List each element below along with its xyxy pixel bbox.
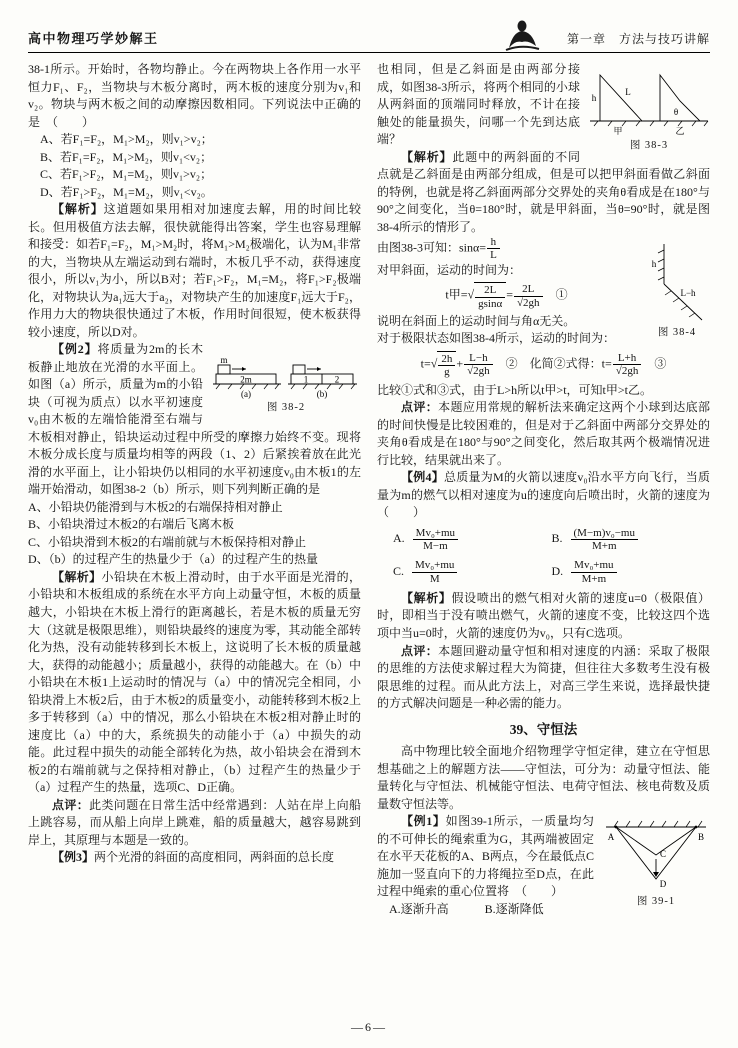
two-column-body: [28, 61, 723, 918]
limit-case-line: 对于极限状态如图38-4所示，运动的时间为：: [377, 331, 615, 346]
ink-figure-logo-icon: [499, 19, 545, 53]
example-1-paragraph: [377, 813, 710, 908]
comment-tag: 点评：: [401, 400, 439, 415]
page-number: —6—: [351, 1020, 387, 1034]
formula-2: [377, 351, 710, 379]
formula-pre: t=: [420, 356, 431, 371]
analysis-text: 假设喷出的燃气相对火箭的速度u=0（极限值）时，即相当于没有喷出燃气，火箭的速度不变，比较这四个选项中当u=0时，火箭的速度仍为v₀，只有C选项。: [377, 590, 710, 640]
figure-39-1: [602, 815, 710, 909]
equation-number: ③: [642, 356, 667, 371]
example-text: 两个光滑的斜面的高度相同，两斜面的总长度: [94, 850, 335, 865]
continued-example-3-text: [377, 61, 710, 149]
chapter-title: 第一章 方法与技巧讲解: [566, 32, 710, 46]
analysis-tag: 【解析】: [401, 149, 453, 164]
left-column: [28, 61, 361, 918]
ex2-option-b: B、小铅块滑过木板2的右端后飞离木板: [28, 517, 235, 532]
board-2m-label: 2m: [240, 374, 252, 385]
remaining-length-label: L−h: [680, 288, 696, 299]
ex4-option-a: A. $\frac{\text{Mv₀+mu}}{M-m}$: [393, 527, 552, 553]
sqrt-sign: √: [467, 287, 475, 302]
figure-caption: 图 39-1: [636, 896, 676, 908]
ex1-option-c: C、若F₁>F₂，M₁=M₂，则v₁>v₂；: [40, 167, 213, 182]
ex4-options: [393, 527, 710, 585]
slope-jia-label: 甲: [613, 126, 623, 136]
theta-label: θ: [673, 107, 679, 117]
ex1-option-d: D、若F₁>F₂，M₁=M₂，则v₁<v₂。: [40, 184, 213, 199]
analysis-text: 这道题如果用相对加速度去解，用的时间比较长。但用极值方法去解，很快就能得出答案，学生也容易理解和接受：如若F₁=F₂，M₁>M₂时，将M₁>M₂极端化，认为M₁非常的大，当物块从左端运动到右端时，木板几乎不动，获得速度很小，所以v₁为小，所以B对；若F₁>F₂，M₁=M₂，将F₁>F₂极端化，对物块认为a₁远大于a₂，对物块产生的加速度F₁远大于F₂，作用力大的物块很快通过了木板，作用时间很短，使木板获得较小速度，所以D对。: [28, 202, 361, 339]
comment-text: 本题回避动量守恒和相对速度的内涵：采取了极限的思维的方法使求解过程大为简捷，但往往大多数考生没有极限思维的过程。而从此方法上，对高三学生来说，选择最快捷的方式解决问题是一种必需的能力。: [377, 643, 710, 711]
formula-pre: t甲=: [445, 287, 468, 302]
continued-question-text: 38-1所示。开始时，各物均静止。今在两物块上各作用一水平恒力F₁、F₂，当物块与木板分离时，两木板的速度分别为v₁和v₂。物块与两木板之间的动摩擦因数相同。下列说法中正确的是 （ ）: [28, 62, 361, 129]
example-tag: 【例3】: [52, 850, 95, 865]
radicand: $\frac{2h}{g}$: [437, 351, 456, 379]
example-tag: 【例2】: [52, 342, 98, 357]
example-text: 如图39-1所示，一质量均匀的不可伸长的绳索重为G，其两端被固定在水平天花板的A、B两点，今在最低点C施加一竖直向下的力将绳拉至D点，在此过程中绳索的重心位置将 （ ）: [377, 814, 594, 899]
point-c-label: C: [659, 849, 667, 860]
subfigure-a-label: (a): [241, 389, 251, 400]
comment-paragraph: [28, 797, 361, 850]
board-2-label: 2: [334, 374, 340, 385]
analysis-text: 小铅块在木板上滑动时，由于水平面是光滑的，小铅块和木板组成的系统在水平方向上动量守恒，木板的质量越大，小铅块在木板上滑行的距离越长，若是木板的质量无穷大（这就是极限思维），则铅块最终的速度为零，其动能全部转化为热，没有动能转移到长木板上，这说明了长木板的质量越大，获得的动能越小；质量越小，获得的动能越大。在（b）中小铅块在木板1上运动时的情况与（a）中的情况完全相同，小铅块滑上木板2后，由于木板2的质量变小，动能转移到木板2上多于转移到（a）中的情况，那么小铅块在木板2相对静止时的速度比（a）中的大，系统损失的动能小于（a）中损失的动能。此过程中损失的动能全部转化为热，故小铅块会在滑到木板2的右端前就与之保持相对静止，（b）过程产生的热量少于（a）过程产生的热量，选项C、D正确。: [28, 569, 361, 795]
radicand: $\frac{2L}{gsin\alpha}$: [474, 282, 506, 310]
block-m-label: m: [220, 355, 228, 366]
figure-38-2: [211, 343, 361, 415]
comment-text: 本题应用常规的解析法来确定这两个小球到达底部的时间快慢是比较困难的，但是对于乙斜面中两部分交界处的夹角θ看成是在180°与90°之间变化，然后取其两个极端情况进行比较，结果就出来了。: [377, 400, 710, 467]
example-text: 将质量为2m的长木板静止地放在光滑的水平面上。如图（a）所示，质量为m的小铅块（可视为质点）以水平初速度v₀由木板的左端恰能滑至右端与木板相对静止，铅块运动过程中所受的摩擦力始终不变。现将木板分成长度与质量均相等的两段（1、2）后紧挨着放在此光滑的水平面上，让小铅块仍以相同的水平初速度v₀由木板1的左端开始滑动，如图38-2（b）所示，则下列判断正确的是: [28, 342, 361, 497]
comment-text: 此类问题在日常生活中经常遇到：人站在岸上向船上跳容易，而从船上向岸上跳难，船的质量越大，越容易跳到岸上，其原理与本题是一致的。: [28, 797, 361, 847]
analysis-text: 此题中的两斜面的不同点就是乙斜面是由两部分组成，但是可以把甲斜面看做乙斜面的特例，也就是将乙斜面两部分交界处的夹角θ看成是在180°与90°之间变化，当θ=180°时，就是甲斜面，当θ=90°时，就是图38-4所示的情形了。: [377, 149, 710, 234]
example-text: 总质量为M的火箭以速度v₀沿水平方向飞行，当质量为m的燃气以相对速度为u的速度向后喷出时，火箭的速度为 （ ）: [377, 470, 723, 520]
ex2-option-d: D、（b）的过程产生的热量少于（a）的过程产生的热量: [28, 552, 318, 567]
jia-time-intro-line: 对甲斜面，运动的时间为：: [377, 262, 522, 277]
figure-caption: 图 38-3: [629, 140, 669, 151]
figure-38-3: [588, 63, 710, 153]
second-fraction: $\frac{L-h}{√2gh}$: [464, 352, 493, 378]
example-4-paragraph: [377, 469, 723, 522]
comparison-line: 比较①式和③式，由于L>h所以t甲>t，可知t甲>t乙。: [377, 382, 652, 397]
figure-caption: 图 38-4: [657, 327, 697, 339]
equation-number: ①: [543, 287, 568, 302]
ex4-option-d: D. $\frac{\text{Mv₀+mu}}{M+m}$: [552, 559, 711, 585]
comment-paragraph: [377, 643, 710, 713]
ex1-option-a: A、若F₁=F₂，M₁>M₂，则v₁>v₂；: [40, 132, 213, 147]
subfigure-b-label: (b): [316, 389, 328, 400]
ex2-option-c: C、小铅块滑到木板2的右端前就与木板保持相对静止: [28, 534, 307, 549]
comment-tag: 点评：: [401, 643, 439, 658]
comment-tag: 点评：: [52, 797, 90, 812]
point-b-label: B: [697, 832, 705, 843]
point-a-label: A: [607, 832, 615, 843]
figure-caption: 图 38-2: [266, 402, 306, 414]
example-2-paragraph: [28, 341, 361, 499]
height-label: h: [591, 93, 597, 103]
ex1-option-b: B、若F₁=F₂，M₁>M₂，则v₁<v₂；: [40, 149, 213, 164]
example-tag: 【例1】: [401, 814, 446, 829]
header-rule: [28, 52, 710, 53]
result-fraction: $\frac{2L}{√2gh}$: [514, 283, 543, 309]
book-title: 高中物理巧学妙解王: [28, 31, 159, 46]
analysis-tag: 【解析】: [401, 590, 452, 605]
question-text: 也相同，但是乙斜面是由两部分接成，如图38-3所示，将两个相同的小球从两斜面的顶端同时释放，不计在接触处的能量损失，问哪一个先到达底端？: [377, 62, 580, 147]
page-header: [28, 24, 710, 52]
board-1-label: 1: [303, 374, 309, 385]
sqrt-sign: √: [430, 356, 438, 371]
section-39-heading: 39、守恒法: [509, 721, 578, 737]
alpha-independence-line: 说明在斜面上的运动时间与角α无关。: [377, 313, 576, 328]
comment-paragraph: [377, 399, 710, 469]
section-intro-paragraph: 高中物理比较全面地介绍物理学守恒定律，建立在守恒思想基础之上的解题方法——守恒法，可分为：动量守恒法、能量转化与守恒法、机械能守恒法、电荷守恒法、核电荷数及质量数守恒法等。: [377, 744, 710, 811]
plus-sign: +: [456, 356, 464, 371]
example-tag: 【例4】: [401, 470, 444, 485]
figure-38-4: [644, 238, 710, 340]
sin-pre-text: 由图38-3可知：sinα=: [377, 240, 487, 255]
equals-sign: =: [506, 287, 514, 302]
ex2-option-a: A、小铅块仍能滑到与木板2的右端保持相对静止: [28, 499, 283, 514]
simplify-text: ② 化简②式得：t=: [493, 356, 612, 371]
analysis-paragraph: [28, 201, 361, 341]
analysis-tag: 【解析】: [52, 569, 102, 584]
height-label: h: [651, 259, 657, 270]
right-column: [377, 61, 723, 918]
slope-length-label: L: [625, 87, 631, 97]
analysis-paragraph: [377, 590, 710, 643]
analysis-paragraph: [377, 149, 710, 237]
sin-fraction: $\frac{h}{L}$: [487, 236, 500, 262]
slope-yi-label: 乙: [675, 126, 685, 136]
analysis-tag: 【解析】: [52, 202, 104, 217]
point-d-label: D: [659, 879, 667, 890]
ex4-option-b: B. $\frac{\text{(M−m)v₀−mu}}{M+m}$: [552, 527, 711, 553]
ex4-option-c: C. $\frac{\text{Mv₀+mu}}{M}$: [393, 559, 552, 585]
ex1-39-options: A.逐渐升高 B.逐渐降低: [389, 901, 544, 916]
third-fraction: $\frac{L+h}{√2gh}$: [613, 352, 642, 378]
example-3-paragraph: [28, 849, 361, 867]
analysis-paragraph: [28, 569, 361, 797]
